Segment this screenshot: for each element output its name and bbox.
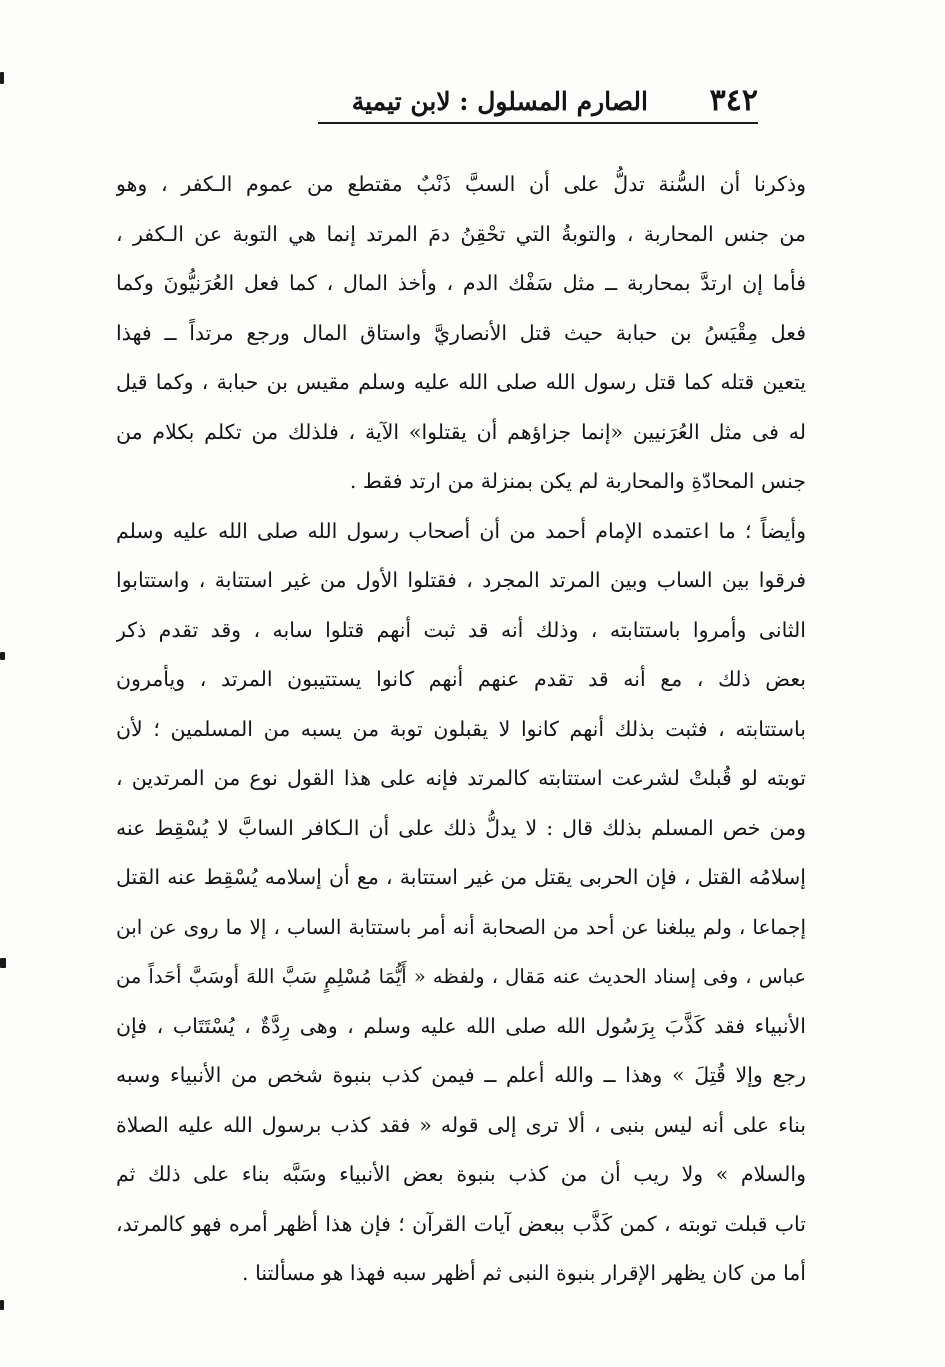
page-header [318, 80, 758, 124]
text-line: الأنبياء فقد كَذَّبَ بِرَسُول الله صلى الله عليه وسلم ، وهى رِدَّةٌ ، يُسْتَتَاب ، فإن [116, 1013, 806, 1038]
scan-mark [0, 72, 4, 84]
text-line: فأما إن ارتدَّ بمحاربة ــ مثل سَفْك الدم ، وأخذ المال ، كما فعل العُرَنيُّونَ وكما [116, 271, 806, 295]
text-line: وذكرنا أن السُّنة تدلُّ على أن السبَّ ذَنْبٌ مقتطع من عموم الـكفر ، وهو [116, 172, 806, 196]
text-line: رجع وإلا قُتِلَ » وهذا ــ والله أعلم ــ فيمن كذب بنبوة شخص من الأنبياء وسبه [116, 1063, 806, 1087]
scan-mark [0, 652, 5, 660]
paragraph-end-line: أما من كان يظهر الإقرار بنبوة النبى ثم أظهر سبه فهذا هو مسألتنا . [242, 1261, 806, 1285]
body-text [116, 160, 806, 1299]
text-line: إجماعا ، ولم يبلغنا عن أحد من الصحابة أنه أمر باستتابة الساب ، إلا ما روى عن ابن [116, 914, 806, 939]
paragraph-start-line: وأيضاً ؛ ما اعتمده الإمام أحمد من أن أصحاب رسول الله صلى الله عليه وسلم [116, 518, 806, 543]
text-line: بناء على أنه ليس بنبى ، ألا ترى إلى قوله « فقد كذب برسول الله عليه الصلاة [116, 1112, 806, 1137]
text-line: له فى مثل العُرَنيين «إنما جزاؤهم أن يقتلوا» الآية ، فلذلك من تكلم بكلام من [116, 419, 806, 444]
text-line: بعض ذلك ، مع أنه قد تقدم عنهم أنهم كانوا يستتيبون المرتد ، ويأمرون [116, 667, 806, 691]
text-line: فعل مِقْيَسُ بن حبابة حيث قتل الأنصاريَّ واستاق المال ورجع مرتداً ــ فهذا [116, 320, 806, 345]
header-rule [318, 122, 758, 124]
scan-mark [0, 958, 6, 968]
text-line: الثانى وأمروا باستتابته ، وذلك أنه قد ثبت أنهم قتلوا سابه ، وقد تقدم ذكر [116, 617, 806, 642]
text-line: يتعين قتله كما قتل رسول الله صلى الله عليه وسلم مقيس بن حبابة ، وكما قيل [116, 370, 806, 394]
text-line: من جنس المحاربة ، والتوبةُ التي تحْقِنُ دمَ المرتد إنما هي التوبة عن الـكفر ، [116, 221, 806, 246]
page-number: ٣٤٢ [709, 83, 758, 118]
text-line: تاب قبلت توبته ، كمن كَذَّب ببعض آيات القرآن ؛ فإن هذا أظهر أمره فهو كالمرتد، [116, 1211, 806, 1236]
scan-mark [0, 1300, 4, 1310]
running-title: الصارم المسلول : لابن تيمية [351, 87, 648, 116]
text-line: باستتابته ، فثبت بذلك أنهم كانوا لا يقبلون توبة من يسبه من المسلمين ؛ لأن [116, 716, 806, 741]
text-line: ومن خص المسلم بذلك قال : لا يدلُّ ذلك على أن الـكافر السابَّ لا يُسْقِط عنه [116, 815, 806, 840]
text-line: والسلام » ولا ريب أن من كذب بنبوة بعض الأنبياء وسَبَّه بناء على ذلك ثم [116, 1162, 806, 1186]
text-line: عباس ، وفى إسناد الحديث عنه مَقال ، ولفظه « أَيُّمَا مُسْلِمٍ سَبَّ اللهَ أوسَبَّ أحَداً من [116, 965, 806, 988]
text-line: إسلامُه القتل ، فإن الحربى يقتل من غير استتابة ، مع أن إسلامه يُسْقِط عنه القتل [116, 865, 806, 889]
paragraph-end-line: جنس المحادّةِ والمحاربة لم يكن بمنزلة من ارتد فقط . [349, 469, 806, 493]
text-line: فرقوا بين الساب وبين المرتد المجرد ، فقتلوا الأول من غير استتابة ، واستتابوا [116, 568, 806, 592]
text-line: توبته لو قُبلتْ لشرعت استتابته كالمرتد فإنه على هذا القول نوع من المرتدين ، [116, 766, 806, 790]
